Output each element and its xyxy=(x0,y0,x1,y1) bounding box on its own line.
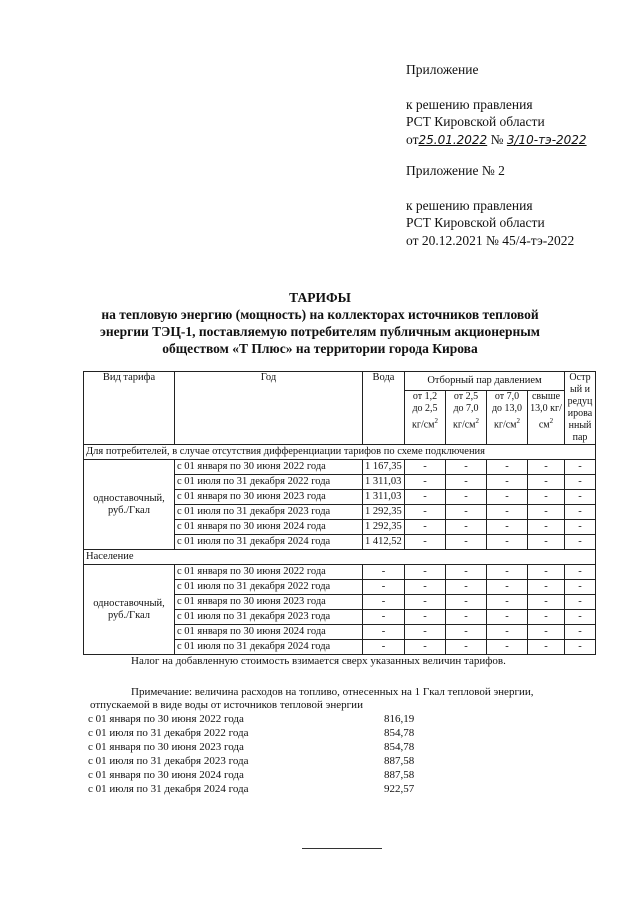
header-steam: Отборный пар давлением xyxy=(405,372,565,391)
decision-line: к решению правления xyxy=(406,97,533,112)
list-item: с 01 июля по 31 декабря 2024 года 922,57 xyxy=(88,783,415,795)
tariff-table xyxy=(83,371,596,655)
list-item: с 01 января по 30 июня 2024 года 887,58 xyxy=(88,769,415,781)
table-row: с 01 января по 30 июня 2024 года 1 292,35 - - - - - xyxy=(84,520,596,535)
org-line-2: РСТ Кировской области xyxy=(406,215,545,230)
group2-type: одноставочный, руб./Гкал xyxy=(84,565,175,655)
date-prefix: от xyxy=(406,132,419,147)
table-row: с 01 июля по 31 декабря 2024 года - - - - - - xyxy=(84,640,596,655)
table-row: с 01 января по 30 июня 2023 года 1 311,03 - - - - - xyxy=(84,490,596,505)
doc-subtitle-3: обществом «Т Плюс» на территории города Кирова xyxy=(162,341,478,356)
doc-title: ТАРИФЫ xyxy=(289,290,351,305)
list-item: с 01 января по 30 июня 2022 года 816,19 xyxy=(88,713,415,725)
table-row: с 01 июля по 31 декабря 2022 года - - - - - - xyxy=(84,580,596,595)
handwritten-number: 3/10-тэ-2022 xyxy=(506,133,587,147)
footer-divider xyxy=(302,848,382,849)
header-type: Вид тарифа xyxy=(84,372,175,445)
list-item: с 01 июля по 31 декабря 2023 года 887,58 xyxy=(88,755,415,767)
table-row: одноставочный, руб./Гкал с 01 января по 30 июня 2022 года 1 167,35 - - - - - xyxy=(84,460,596,475)
appendix2-label: Приложение № 2 xyxy=(406,163,505,178)
remark-line-1: Примечание: величина расходов на топливо, отнесенных на 1 Гкал тепловой энергии, xyxy=(131,686,534,698)
header-col1: от 1,2 до 2,5 $кг/см^2$ xyxy=(405,391,446,445)
header-col3: от 7,0 до 13,0 $кг/см^2$ xyxy=(487,391,528,445)
table-row: одноставочный, руб./Гкал с 01 января по 30 июня 2022 года - - - - - - xyxy=(84,565,596,580)
remark-line-2: отпускаемой в виде воды от источников тепловой энергии xyxy=(90,699,363,711)
header-water: Вода xyxy=(363,372,405,445)
vat-note: Налог на добавленную стоимость взимается сверх указанных величин тарифов. xyxy=(131,655,506,667)
fuel-cost-list xyxy=(88,712,428,796)
doc-subtitle-2: энергии ТЭЦ-1, поставляемую потребителям публичным акционерным xyxy=(99,324,540,339)
group1-type: одноставочный, руб./Гкал xyxy=(84,460,175,550)
table-row: с 01 января по 30 июня 2024 года - - - - - - xyxy=(84,625,596,640)
table-row: с 01 июля по 31 декабря 2022 года 1 311,03 - - - - - xyxy=(84,475,596,490)
table-row: с 01 июля по 31 декабря 2024 года 1 412,52 - - - - - xyxy=(84,535,596,550)
group1-title: Для потребителей, в случае отсутствия дифференциации тарифов по схеме подключения xyxy=(84,445,596,460)
header-year: Год xyxy=(175,372,363,445)
list-item: с 01 января по 30 июня 2023 года 854,78 xyxy=(88,741,415,753)
number-prefix: № xyxy=(490,132,504,147)
handwritten-date: 25.01.2022 xyxy=(418,133,488,147)
header-sharp-steam: Острый и редуцированный пар xyxy=(565,372,596,445)
doc-subtitle-1: на тепловую энергию (мощность) на коллекторах источников тепловой xyxy=(101,307,539,322)
table-row: с 01 января по 30 июня 2023 года - - - - - - xyxy=(84,595,596,610)
list-item: с 01 июля по 31 декабря 2022 года 854,78 xyxy=(88,727,415,739)
appendix-label: Приложение xyxy=(406,62,479,77)
date-line-2: от 20.12.2021 № 45/4-тэ-2022 xyxy=(406,233,575,248)
group2-title: Население xyxy=(84,550,596,565)
org-line: РСТ Кировской области xyxy=(406,114,545,129)
table-row: с 01 июля по 31 декабря 2023 года - - - - - - xyxy=(84,610,596,625)
decision-line-2: к решению правления xyxy=(406,198,533,213)
header-col4: свыше 13,0 $кг/см^2$ xyxy=(528,391,565,445)
decision-date-line xyxy=(406,132,587,148)
header-col2: от 2,5 до 7,0 $кг/см^2$ xyxy=(446,391,487,445)
table-row: с 01 июля по 31 декабря 2023 года 1 292,35 - - - - - xyxy=(84,505,596,520)
